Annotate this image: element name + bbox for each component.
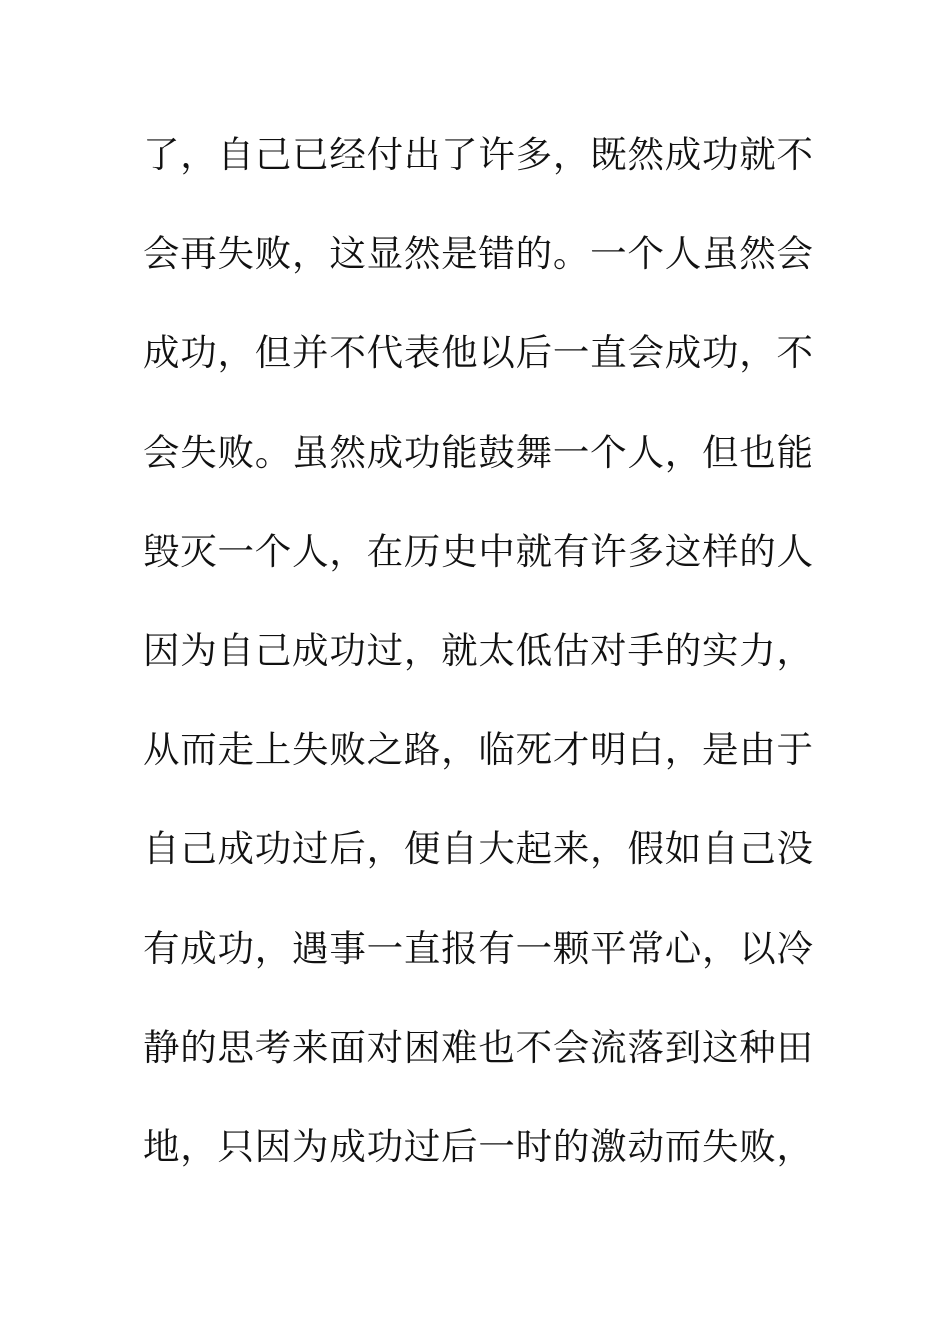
text-line-10: 静的思考来面对困难也不会流落到这种田 (143, 1025, 813, 1069)
text-line-11: 地，只因为成功过后一时的激动而失败， (143, 1124, 813, 1168)
text-line-6: 因为自己成功过，就太低估对手的实力， (143, 628, 813, 672)
text-line-9: 有成功，遇事一直报有一颗平常心，以冷 (143, 926, 813, 970)
text-line-4: 会失败。虽然成功能鼓舞一个人，但也能 (143, 430, 813, 474)
text-line-1: 了，自己已经付出了许多，既然成功就不 (143, 133, 813, 176)
body-text (143, 127, 813, 1218)
text-line-2: 会再失败，这显然是错的。一个人虽然会 (143, 232, 813, 276)
text-line-5: 毁灭一个人，在历史中就有许多这样的人 (143, 529, 813, 573)
text-line-8: 自己成功过后，便自大起来，假如自己没 (143, 827, 813, 871)
text-line-7: 从而走上失败之路，临死才明白，是由于 (143, 728, 813, 772)
text-line-3: 成功，但并不代表他以后一直会成功，不 (143, 331, 813, 375)
